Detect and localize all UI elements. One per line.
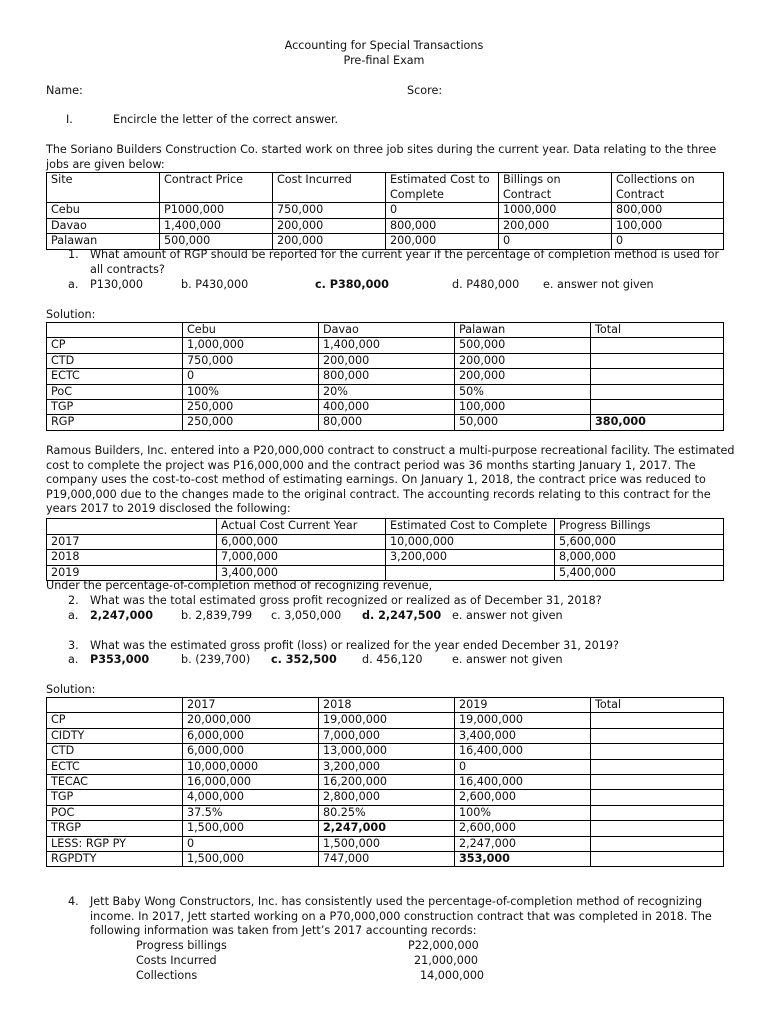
table-row [47,369,724,384]
cell: 7,000,000 [217,550,386,566]
cell: 6,000,000 [217,534,386,550]
header-cell: Site [47,173,160,203]
table-row [47,218,724,234]
cell [591,821,724,836]
table-row [47,550,724,566]
cell: 200,000 [273,234,386,250]
cell: 2,247,000 [455,836,591,851]
score-label: Score: [407,84,443,97]
cell: 16,000,000 [183,775,319,790]
header-cell: 2019 [455,698,591,713]
cell: 80,000 [319,415,455,430]
cell: 200,000 [455,369,591,384]
table-row [47,384,724,399]
cell: 50% [455,384,591,399]
cell: 2018 [47,550,217,566]
cell: 3,200,000 [319,759,455,774]
header-cell: Billings on Contract [499,173,612,203]
header-cell: Palawan [455,323,591,338]
cell: 3,400,000 [455,728,591,743]
q4-number: 4. [68,895,79,908]
cell [591,400,724,415]
cell [591,384,724,399]
cell: 2017 [47,534,217,550]
cell: 1,500,000 [183,821,319,836]
cell: 1,500,000 [183,852,319,867]
cell: 800,000 [319,369,455,384]
cell: 1,400,000 [319,338,455,353]
cell: 1,000,000 [183,338,319,353]
cell: 5,600,000 [555,534,724,550]
cell: 2,800,000 [319,790,455,805]
method-note: Under the percentage-of-completion method of recognizing revenue, [46,579,433,592]
q2-choice-a-letter: a. [68,609,79,622]
cell: 0 [612,234,724,250]
q1-number: 1. [68,248,79,261]
cell: 200,000 [273,218,386,234]
header-cell: Cost Incurred [273,173,386,203]
cell: 1,400,000 [160,218,273,234]
header-cell: Contract Price [160,173,273,203]
cell: 80.25% [319,805,455,820]
cell: 10,000,000 [386,534,555,550]
cell: POC [47,805,183,820]
q2-text: What was the total estimated gross profit recognized or realized as of December 31, 2018? [90,594,602,607]
q1-choice-d: d. P480,000 [452,278,520,291]
cell: 400,000 [319,400,455,415]
cell: 4,000,000 [183,790,319,805]
cell: 3,200,000 [386,550,555,566]
section-numeral: I. [66,113,73,126]
cell: 0 [386,203,499,219]
cell: TRGP [47,821,183,836]
name-label: Name: [46,84,83,97]
header-cell [47,519,217,535]
cell: 100% [455,805,591,820]
header-cell: Collections on Contract [612,173,724,203]
q1-choice-a: P130,000 [90,278,144,291]
rgpdty-2019-cell: 353,000 [455,852,591,867]
cell: 200,000 [499,218,612,234]
cell: RGPDTY [47,852,183,867]
cell: 200,000 [455,353,591,368]
header-cell: Cebu [183,323,319,338]
q1-choice-c: c. P380,000 [315,278,389,291]
q3-text: What was the estimated gross profit (loss) or realized for the year ended December 31, 2019? [90,639,619,652]
cell: 5,400,000 [555,565,724,581]
table-row [47,852,724,867]
cell: 19,000,000 [319,713,455,728]
q2-number: 2. [68,594,79,607]
q4-text: Jett Baby Wong Constructors, Inc. has consistently used the percentage-of-completion method of recognizing income. In 2017, Jett started working on a P70,000,000 construction contract that was completed in 2018. The following information was taken from Jett’s 2017 accounting records: [90,895,712,937]
cell: 16,200,000 [319,775,455,790]
header-cell: Davao [319,323,455,338]
exam-title: Accounting for Special Transactions [284,39,484,52]
cell: 6,000,000 [183,728,319,743]
cell: 1000,000 [499,203,612,219]
cell: Davao [47,218,160,234]
solution1-table [46,322,724,431]
cell: 16,400,000 [455,775,591,790]
cell: 800,000 [612,203,724,219]
rgp-total-cell: 380,000 [591,415,724,430]
table-row [47,534,724,550]
header-cell: 2018 [319,698,455,713]
trgp-2018-cell: 2,247,000 [319,821,455,836]
cell: TGP [47,790,183,805]
cell: 800,000 [386,218,499,234]
q3-choice-a-letter: a. [68,653,79,666]
q1-choice-e: e. answer not given [543,278,654,291]
header-cell [47,698,183,713]
cell: 0 [499,234,612,250]
table-header-row [47,698,724,713]
problem2-intro: Ramous Builders, Inc. entered into a P20,000,000 contract to construct a multi-purpose recreational facility. The estimated cost to complete the project was P16,000,000 and the contract period was 36 months starting January 1, 2017. The company uses the cost-to-cost method of estimating earnings. On January 1, 2018, the contract price was reduced to P19,000,000 due to the changes made to the original contract. The accounting records relating to this contract for the years 2017 to 2019 disclosed the following: [46,444,735,515]
q2-choice-b: b. 2,839,799 [181,609,253,622]
cell: 100% [183,384,319,399]
cell: RGP [47,415,183,430]
header-cell: Estimated Cost to Complete [386,519,555,535]
q3-number: 3. [68,639,79,652]
cell: ECTC [47,759,183,774]
cell: 0 [183,836,319,851]
header-cell: Estimated Cost to Complete [386,173,499,203]
cell: CIDTY [47,728,183,743]
table-row [47,400,724,415]
q3-choice-d: d. 456,120 [362,653,423,666]
q1-text: What amount of RGP should be reported for the current year if the percentage of completion method is used for all contracts? [90,248,720,276]
header-cell: Total [591,698,724,713]
table-row [47,415,724,430]
cell: TGP [47,400,183,415]
cell: CP [47,338,183,353]
cell: 3,400,000 [217,565,386,581]
cell: 200,000 [386,234,499,250]
table-row [47,775,724,790]
cell: 50,000 [455,415,591,430]
header-cell: Total [591,323,724,338]
table-row [47,836,724,851]
cell: ECTC [47,369,183,384]
cell: 19,000,000 [455,713,591,728]
solution2-label: Solution: [46,683,96,696]
cell: CTD [47,353,183,368]
problem2-table [46,518,724,581]
table-header-row [47,323,724,338]
table-row [47,203,724,219]
cell: 250,000 [183,400,319,415]
cell: P1000,000 [160,203,273,219]
cell: 0 [183,369,319,384]
header-cell: Actual Cost Current Year [217,519,386,535]
cell [591,369,724,384]
cell [591,852,724,867]
q3-choice-a: P353,000 [90,653,150,666]
cell: 1,500,000 [319,836,455,851]
table-row [47,353,724,368]
cell [591,338,724,353]
header-cell: Progress Billings [555,519,724,535]
q1-choice-b: b. P430,000 [181,278,249,291]
cell: 750,000 [273,203,386,219]
cell: 7,000,000 [319,728,455,743]
table-row [47,338,724,353]
cell [591,836,724,851]
cell: 37.5% [183,805,319,820]
cell: Palawan [47,234,160,250]
q4-item-label: Costs Incurred [136,954,217,967]
cell [591,775,724,790]
q3-choice-c: c. 352,500 [271,653,337,666]
cell: 20,000,000 [183,713,319,728]
q4-item-value: 14,000,000 [420,969,485,982]
solution2-table [46,697,724,867]
cell: 500,000 [455,338,591,353]
exam-subtitle: Pre-final Exam [343,54,425,67]
cell: 2019 [47,565,217,581]
cell: 16,400,000 [455,744,591,759]
cell: 2,600,000 [455,821,591,836]
q4-item-label: Progress billings [136,939,227,952]
cell: 8,000,000 [555,550,724,566]
q2-choice-a: 2,247,000 [90,609,153,622]
cell: 750,000 [183,353,319,368]
table-row [47,744,724,759]
cell: CP [47,713,183,728]
cell [591,805,724,820]
q2-choice-c: c. 3,050,000 [271,609,342,622]
cell [591,744,724,759]
table-header-row [47,519,724,535]
problem1-table [46,172,724,250]
cell: 200,000 [319,353,455,368]
table-row [47,728,724,743]
cell: Cebu [47,203,160,219]
section-instruction: Encircle the letter of the correct answer. [113,113,339,126]
q3-choice-e: e. answer not given [452,653,563,666]
table-row [47,234,724,250]
cell [591,713,724,728]
table-row [47,759,724,774]
cell: 0 [455,759,591,774]
table-row [47,821,724,836]
header-cell [47,323,183,338]
q1-choice-a-letter: a. [68,278,79,291]
cell: CTD [47,744,183,759]
q4-item-label: Collections [136,969,198,982]
cell: 13,000,000 [319,744,455,759]
table-row [47,713,724,728]
cell [591,759,724,774]
cell: 100,000 [455,400,591,415]
cell [591,728,724,743]
problem1-intro: The Soriano Builders Construction Co. started work on three job sites during the current year. Data relating to the three jobs are given below: [46,143,717,171]
cell: 500,000 [160,234,273,250]
cell: TECAC [47,775,183,790]
header-cell: 2017 [183,698,319,713]
cell: 250,000 [183,415,319,430]
q2-choice-d: d. 2,247,500 [362,609,442,622]
q4-item-value: 21,000,000 [414,954,479,967]
cell: 100,000 [612,218,724,234]
cell: 2,600,000 [455,790,591,805]
cell: 747,000 [319,852,455,867]
q3-choice-b: b. (239,700) [181,653,251,666]
cell: 20% [319,384,455,399]
cell: PoC [47,384,183,399]
solution1-label: Solution: [46,308,96,321]
cell: 6,000,000 [183,744,319,759]
table-row [47,805,724,820]
cell: LESS: RGP PY [47,836,183,851]
table-row [47,790,724,805]
q2-choice-e: e. answer not given [452,609,563,622]
table-header-row [47,173,724,203]
cell [591,790,724,805]
q4-item-value: P22,000,000 [408,939,479,952]
cell: 10,000,0000 [183,759,319,774]
cell [591,353,724,368]
